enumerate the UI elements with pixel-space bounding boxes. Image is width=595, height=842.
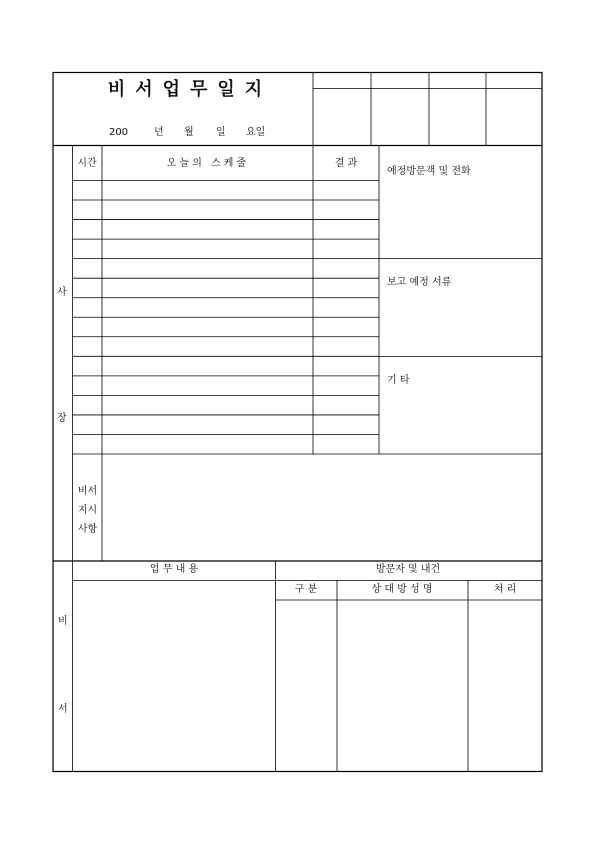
instructions-label-line-3: 사항 [77,524,98,535]
secretary-instructions-label [73,482,102,539]
date-day-unit: 일 [216,127,226,138]
planned-visits-calls-label: 예정방문객 및 전화 [387,166,471,177]
schedule-row-lines [73,200,380,434]
counterpart-name-header: 상 대 방 성 명 [371,584,433,595]
visitors-header: 방문자 및 내건 [375,564,441,575]
work-content-header: 업 무 내 용 [149,564,199,575]
date-year: 200 [109,127,129,138]
page-title: 비서업무일지 [107,79,273,100]
secretary-side-label-2: 서 [58,704,68,715]
president-side-label-1: 사 [57,287,67,298]
other-label: 기 타 [387,375,410,386]
instructions-label-line-1: 비서 [77,486,98,497]
result-column-header: 결 과 [334,158,358,169]
date-weekday-unit: 요일 [246,127,266,138]
secretary-side-label-1: 비 [58,616,68,627]
outer-border [53,73,542,772]
schedule-column-header: 오늘의 스케줄 [166,158,250,169]
president-side-label-2: 장 [57,413,67,424]
planned-report-documents-label: 보고 예정 서류 [387,277,452,288]
handling-header: 처 리 [493,584,517,595]
date-month-unit: 월 [184,127,194,138]
date-year-unit: 년 [154,127,164,138]
category-header: 구 분 [294,584,318,595]
time-column-header: 시간 [77,158,97,169]
instructions-label-line-2: 지시 [77,505,98,516]
